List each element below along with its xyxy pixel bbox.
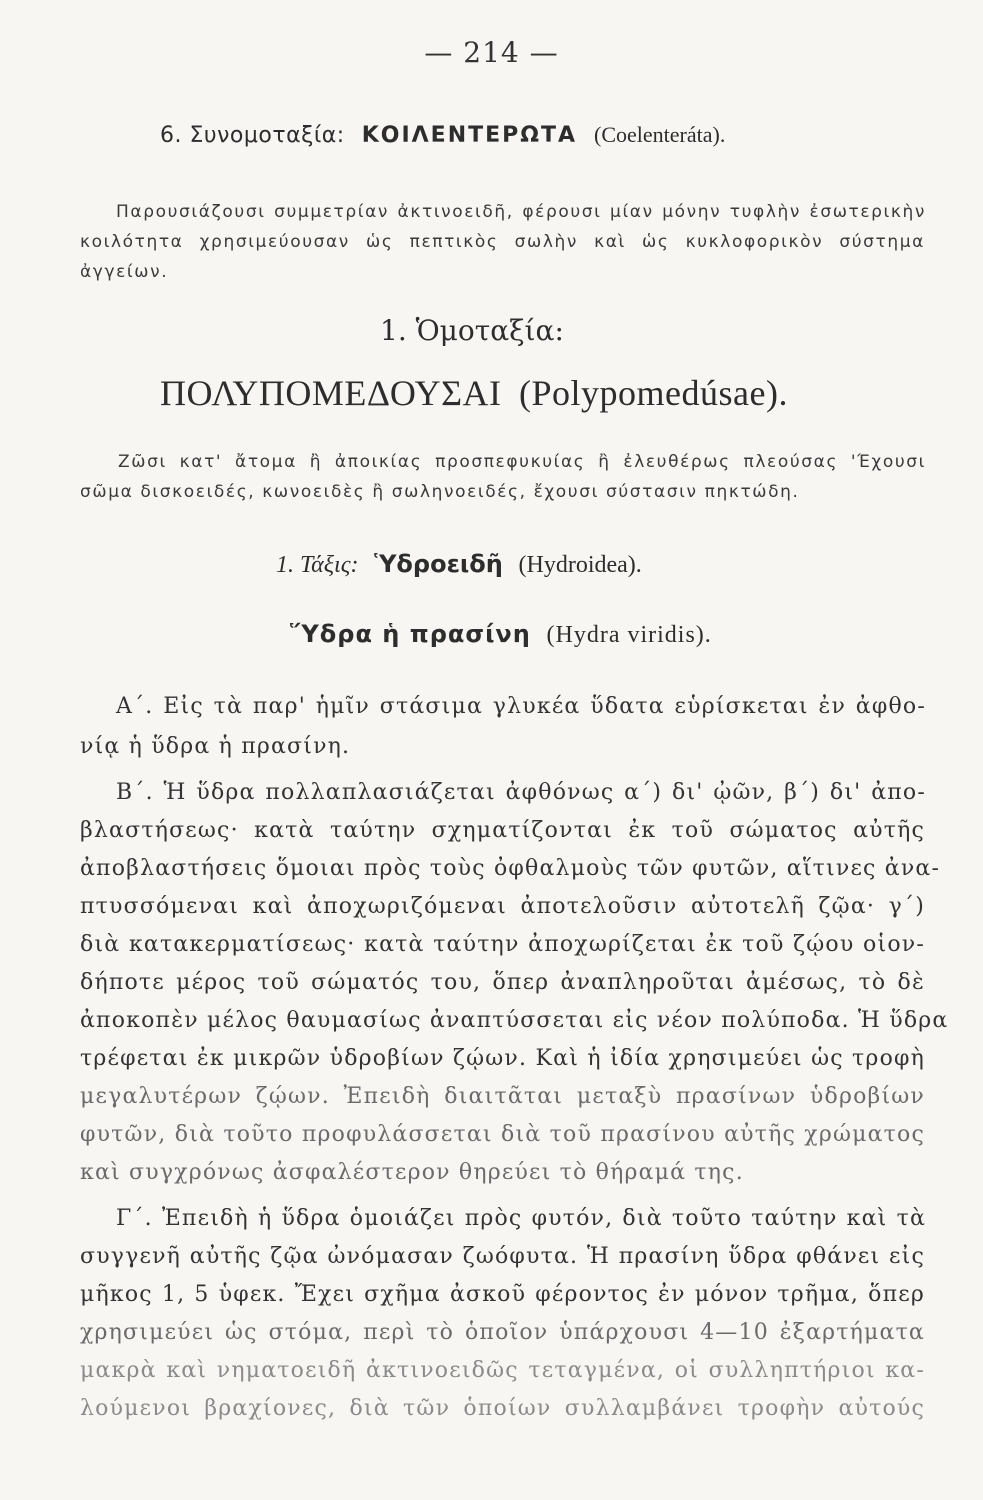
order-prefix: 1. Τάξις: [276,552,359,578]
paragraph-b-line-10: φυτῶν, διὰ τοῦτο προφυλάσσεται διὰ τοῦ πρασίνου αὐτῆς χρώματος [80,1122,925,1147]
order-name: Ὑδροειδῆ [374,550,503,578]
species-name: Ὕδρα ἡ πρασίνη [290,620,531,648]
paragraph-b-line-5: διὰ κατακερματίσεως· κατὰ ταύτην ἀποχωρίζεται ἐκ τοῦ ζῴου οἱον- [80,932,925,957]
species-latin: (Hydra viridis). [546,622,712,648]
class-name-greek: ΠΟΛΥΠΟΜΕΔΟΥΣΑΙ [160,373,502,413]
subphylum-heading [160,122,725,148]
paragraph-b-line-1: Β΄. Ἡ ὕδρα πολλαπλασιάζεται ἀφθόνως α΄) δι' ᾠῶν, β΄) δι' ἀπο- [116,780,926,805]
paragraph-b-line-2: βλαστήσεως· κατὰ ταύτην σχηματίζονται ἐκ τοῦ σώματος αὐτῆς [80,818,925,843]
subphylum-description-line-3: ἀγγείων. [80,262,169,282]
paragraph-b-line-4: πτυσσόμεναι καὶ ἀποχωριζόμεναι ἀποτελοῦσιν αὐτοτελῆ ζῷα· γ΄) [80,894,925,919]
paragraph-b-line-8: τρέφεται ἐκ μικρῶν ὑδροβίων ζῴων. Καὶ ἡ ἰδία χρησιμεύει ὡς τροφὴ [80,1046,925,1071]
paragraph-b-line-7: ἀποκοπὲν μέλος θαυμασίως ἀναπτύσσεται εἰς νέον πολύποδα. Ἡ ὕδρα [80,1008,949,1033]
paragraph-c-line-3: μῆκος 1, 5 ὑφεκ. Ἔχει σχῆμα ἀσκοῦ φέροντος ἐν μόνον τρῆμα, ὅπερ [80,1282,925,1307]
paragraph-c-line-2: συγγενῆ αὐτῆς ζῷα ὠνόμασαν ζωόφυτα. Ἡ πρασίνη ὕδρα φθάνει εἰς [80,1244,925,1269]
paragraph-b-line-9: μεγαλυτέρων ζῴων. Ἐπειδὴ διαιτᾶται μεταξὺ πρασίνων ὑδροβίων [80,1084,925,1109]
class-description-line-2: σῶμα δισκοειδές, κωνοειδὲς ἢ σωληνοειδές, ἔχουσι σύστασιν πηκτώδη. [80,482,800,502]
subphylum-prefix: 6. Συνομοταξία: [160,123,345,148]
paragraph-b-line-11: καὶ συγχρόνως ἀσφαλέστερον θηρεύει τὸ θήραμά της. [80,1160,744,1185]
paragraph-a-line-1: Α΄. Εἰς τὰ παρ' ἡμῖν στάσιμα γλυκέα ὕδατα εὑρίσκεται ἐν ἀφθο- [116,694,926,719]
order-heading [276,550,642,579]
class-description-line-1: Ζῶσι κατ' ἄτομα ἢ ἀποικίας προσπεφυκυίας ἢ ἐλευθέρως πλεούσας 'Έχουσι [118,452,926,472]
subphylum-description-line-2: κοιλότητα χρησιμεύουσαν ὡς πεπτικὸς σωλὴν καὶ ὡς κυκλοφορικὸν σύστημα [80,232,925,252]
paragraph-a-line-2: νίᾳ ἡ ὕδρα ἡ πρασίνη. [80,734,351,759]
class-name-latin: (Polypomedúsae). [519,373,788,413]
subphylum-name: ΚΟΙΛΕΝΤΕΡΩΤΑ [361,123,577,148]
paragraph-c-line-1: Γ΄. Ἐπειδὴ ἡ ὕδρα ὁμοιάζει πρὸς φυτόν, διὰ τοῦτο ταύτην καὶ τὰ [116,1206,926,1231]
paragraph-c-line-6: λούμενοι βραχίονες, διὰ τῶν ὁποίων συλλαμβάνει τροφὴν αὐτούς [80,1396,925,1421]
paragraph-b-line-6: δήποτε μέρος τοῦ σώματός του, ὅπερ ἀναπληροῦται ἀμέσως, τὸ δὲ [80,970,925,995]
page-number: — 214 — [424,36,559,69]
species-heading [290,620,712,649]
paragraph-b-line-3: ἀποβλαστήσεις ὅμοιαι πρὸς τοὺς ὀφθαλμοὺς τῶν φυτῶν, αἵτινες ἀνα- [80,856,941,881]
subphylum-latin: (Coelenteráta). [594,122,726,147]
paragraph-c-line-4: χρησιμεύει ὡς στόμα, περὶ τὸ ὁποῖον ὑπάρχουσι 4—10 ἐξαρτήματα [80,1320,925,1345]
subphylum-description-line-1: Παρουσιάζουσι συμμετρίαν ἀκτινοειδῆ, φέρουσι μίαν μόνην τυφλὴν ἐσωτερικὴν [116,202,926,222]
class-name-heading [160,372,788,414]
order-latin: (Hydroidea). [518,552,642,578]
paragraph-c-line-5: μακρὰ καὶ νηματοειδῆ ἀκτινοειδῶς τεταγμένα, οἱ συλληπτήριοι κα- [80,1358,925,1383]
class-heading: 1. Ὁμοταξία: [380,314,564,347]
